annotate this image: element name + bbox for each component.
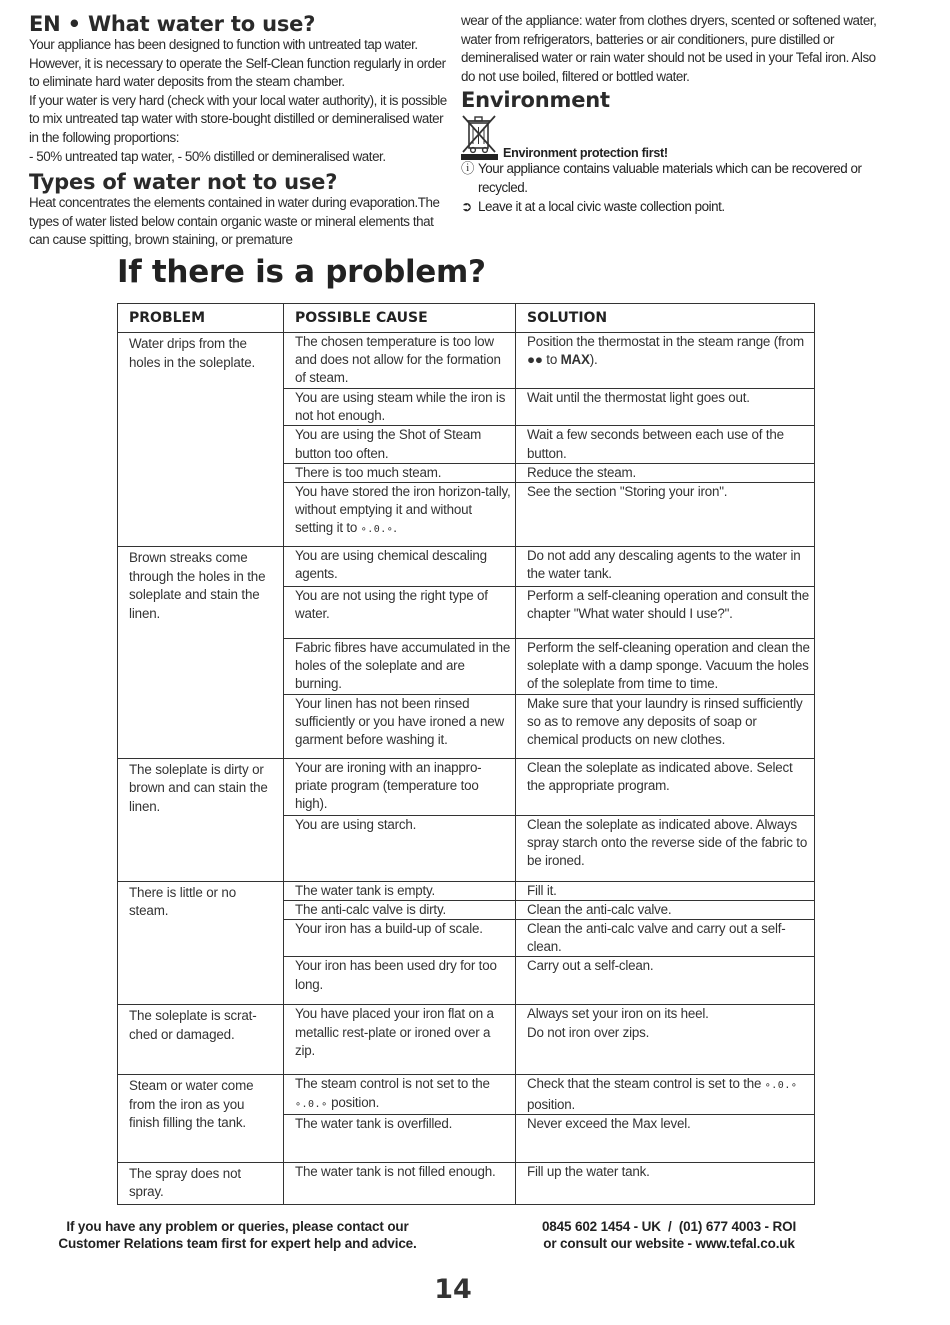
- header-possible-cause: POSSIBLE CAUSE: [284, 304, 516, 333]
- cause-cell: Your linen has not been rinsed sufficiently or you have ironed a new garment before washing it.: [284, 694, 516, 758]
- water-paragraph-2: If your water is very hard (check with your local water authority), it is possible to mix untreated tap water with store-bought distilled or demineralised water in the following proportions:: [29, 92, 447, 145]
- steam-off-symbol: ∘.0.∘: [295, 1098, 328, 1110]
- header-problem: PROBLEM: [118, 304, 284, 333]
- cause-cell: Your are ironing with an inappro-priate program (temperature too high).: [284, 758, 516, 815]
- header-solution: SOLUTION: [516, 304, 815, 333]
- cause-cell: The anti-calc valve is dirty.: [284, 900, 516, 919]
- table-row: [118, 758, 815, 815]
- solution-cell: See the section "Storing your iron".: [516, 483, 815, 547]
- solution-text-end: position.: [527, 1096, 576, 1112]
- arrow-right-icon: ➲: [461, 198, 472, 214]
- footer-left-line-1: If you have any problem or queries, please contact our: [66, 1219, 409, 1234]
- types-paragraph: Heat concentrates the elements contained in water during evaporation.The types of water listed below contain organic waste or mineral elements that can cause spitting, brown staining, or premature: [29, 195, 440, 248]
- solution-cell: Clean the anti-calc valve.: [516, 900, 815, 919]
- cause-cell: You have placed your iron flat on a metallic rest-plate or ironed over a zip.: [284, 1005, 516, 1075]
- environment-info-text: Your appliance contains valuable materials which can be recovered or recycled.: [478, 161, 862, 195]
- cause-cell: Your iron has a build-up of scale.: [284, 920, 516, 957]
- solution-cell: Fill up the water tank.: [516, 1162, 815, 1204]
- solution-text: Always set your iron on its heel.: [527, 1006, 709, 1022]
- cause-cell: There is too much steam.: [284, 463, 516, 482]
- solution-text: Position the thermostat in the steam range (from ●● to: [527, 334, 804, 368]
- solution-cell: Clean the anti-calc valve and carry out a self-clean.: [516, 920, 815, 957]
- page-number: 14: [434, 1274, 472, 1305]
- table-row: [118, 547, 815, 587]
- heading-what-water: EN • What water to use?: [29, 12, 316, 36]
- cause-cell: [284, 483, 516, 547]
- solution-cell: Perform the self-cleaning operation and clean the soleplate with a damp sponge. Vacuum the holes of the soleplate from time to time.: [516, 639, 815, 695]
- environment-protection-row: [461, 114, 881, 160]
- footer-phone-numbers: 0845 602 1454 - UK / (01) 677 4003 - ROI: [541, 1219, 797, 1234]
- cause-cell: Fabric fibres have accumulated in the holes of the soleplate and are burning.: [284, 639, 516, 695]
- left-column: [29, 12, 447, 250]
- max-label: MAX: [560, 352, 590, 368]
- solution-cell: Wait a few seconds between each use of the button.: [516, 426, 815, 463]
- solution-cell: Reduce the steam.: [516, 463, 815, 482]
- solution-text: Check that the steam control is set to the: [527, 1076, 765, 1092]
- solution-cell: Never exceed the Max level.: [516, 1114, 815, 1162]
- solution-cell: [516, 1005, 815, 1075]
- problem-cell: Water drips from the holes in the soleplate.: [118, 333, 284, 547]
- right-column: [461, 12, 881, 216]
- table-header-row: [118, 304, 815, 333]
- problem-cell: There is little or no steam.: [118, 881, 284, 1005]
- table-row: [118, 1075, 815, 1114]
- solution-text-end: ).: [589, 352, 598, 368]
- cause-cell: [284, 1075, 516, 1114]
- heading-environment: Environment: [461, 88, 610, 113]
- table-row: [118, 1005, 815, 1075]
- problem-cell: The soleplate is dirty or brown and can stain the linen.: [118, 758, 284, 881]
- cause-cell: You are using starch.: [284, 815, 516, 881]
- cause-text: The steam control is not set to the: [295, 1076, 490, 1092]
- footer-website: or consult our website - www.tefal.co.uk: [543, 1235, 795, 1251]
- troubleshooting-table-wrapper: [117, 303, 814, 1205]
- solution-cell: [516, 1075, 815, 1114]
- cause-cell: You are using steam while the iron is not hot enough.: [284, 389, 516, 426]
- problem-cell: Steam or water come from the iron as you finish filling the tank.: [118, 1075, 284, 1162]
- troubleshooting-table: [117, 303, 815, 1205]
- problem-cell: The spray does not spray.: [118, 1162, 284, 1204]
- solution-cell: Do not add any descaling agents to the water in the water tank.: [516, 547, 815, 587]
- footer-contact-note: [35, 1219, 440, 1252]
- table-row: [118, 1162, 815, 1204]
- cause-text-end: .: [393, 520, 397, 536]
- table-row: [118, 881, 815, 900]
- cause-cell: You are using the Shot of Steam button too often.: [284, 426, 516, 463]
- solution-cell: Wait until the thermostat light goes out.: [516, 389, 815, 426]
- solution-cell: Make sure that your laundry is rinsed sufficiently so as to remove any deposits of soap or chemical products on new clothes.: [516, 694, 815, 758]
- problem-cell: The soleplate is scrat-ched or damaged.: [118, 1005, 284, 1075]
- water-paragraph-1: Your appliance has been designed to function with untreated tap water. However, it is necessary to operate the Self-Clean function regularly in order to eliminate hard water deposits from the steam chamber.: [29, 37, 446, 90]
- steam-off-symbol: ∘.0.∘: [764, 1080, 798, 1092]
- solution-cell: Carry out a self-clean.: [516, 957, 815, 1005]
- table-row: [118, 333, 815, 389]
- cause-cell: The water tank is not filled enough.: [284, 1162, 516, 1204]
- cause-text-end: position.: [327, 1094, 380, 1110]
- cause-cell: The water tank is empty.: [284, 881, 516, 900]
- cause-cell: You are not using the right type of water.: [284, 587, 516, 639]
- heading-types-of-water: Types of water not to use?: [29, 170, 338, 195]
- solution-cell: Perform a self-cleaning operation and consult the chapter "What water should I use?".: [516, 587, 815, 639]
- environment-action-item: [461, 198, 881, 217]
- cause-text: You have stored the iron horizon-tally, without emptying it and without setting it to: [295, 484, 511, 536]
- cause-cell: Your iron has been used dry for too long.: [284, 957, 516, 1005]
- solution-cell: Fill it.: [516, 881, 815, 900]
- cause-cell: The water tank is overfilled.: [284, 1114, 516, 1162]
- environment-protection-label: Environment protection first!: [503, 146, 668, 161]
- water-paragraph-3: - 50% untreated tap water, - 50% distilled or demineralised water.: [29, 148, 386, 164]
- environment-action-text: Leave it at a local civic waste collection point.: [478, 198, 725, 214]
- problem-cell: Brown streaks come through the holes in the soleplate and stain the linen.: [118, 547, 284, 759]
- types-continued-paragraph: wear of the appliance: water from clothes dryers, scented or softened water, water from refrigerators, batteries or air conditioners, pure distilled or demineralised water or rain water should not be used in your Tefal iron. Also do not use boiled, filtered or bottled water.: [461, 13, 877, 84]
- footer-contact-details: [510, 1219, 828, 1252]
- solution-text-line-2: Do not iron over zips.: [527, 1024, 650, 1040]
- table-body: [118, 333, 815, 1205]
- crossed-out-wheelie-bin-icon: [461, 114, 499, 160]
- cause-cell: You are using chemical descaling agents.: [284, 547, 516, 587]
- cause-cell: The chosen temperature is too low and does not allow for the formation of steam.: [284, 333, 516, 389]
- solution-cell: Clean the soleplate as indicated above. Always spray starch onto the reverse side of the fabric to be ironed.: [516, 815, 815, 881]
- steam-off-symbol: ∘.0.∘: [360, 524, 394, 536]
- solution-cell: [516, 333, 815, 389]
- environment-info-item: [461, 160, 881, 197]
- problem-section-title: If there is a problem?: [117, 254, 486, 290]
- info-icon: ⓘ: [461, 161, 474, 177]
- solution-cell: Clean the soleplate as indicated above. Select the appropriate program.: [516, 758, 815, 815]
- footer-left-line-2: Customer Relations team first for expert help and advice.: [58, 1235, 417, 1251]
